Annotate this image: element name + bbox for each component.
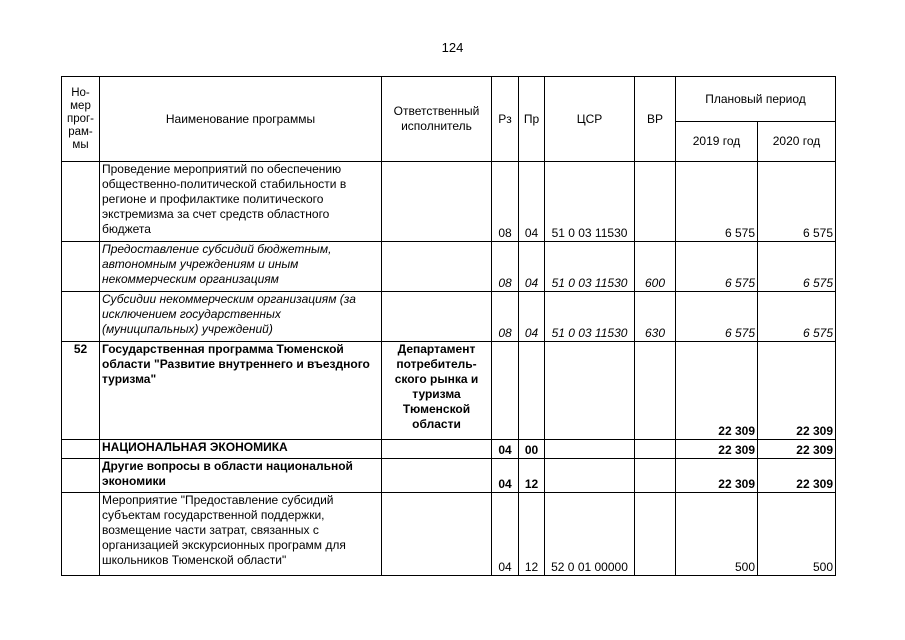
amount-2020-cell: 500 xyxy=(758,493,836,576)
program-name-cell: Проведение мероприятий по обеспечению общественно-политической стабильности в регионе и профилактике политического экстремизма за счет средств областного бюджета xyxy=(100,162,382,242)
vr-cell xyxy=(635,440,676,459)
table-row xyxy=(62,292,836,342)
header-year-2019: 2019 год xyxy=(676,122,758,162)
executor-cell xyxy=(382,440,492,459)
table-row xyxy=(62,162,836,242)
amount-2020-cell: 22 309 xyxy=(758,440,836,459)
executor-cell: Департамент потребитель-ского рынка и туризма Тюменской области xyxy=(382,342,492,440)
vr-cell xyxy=(635,459,676,493)
program-name-cell: Мероприятие "Предоставление субсидий субъектам государственной поддержки, возмещение части затрат, связанных с организацией экскурсионных программ для школьников Тюменской области" xyxy=(100,493,382,576)
rz-cell: 08 xyxy=(492,292,519,342)
amount-2020-cell: 22 309 xyxy=(758,459,836,493)
amount-2020-cell: 6 575 xyxy=(758,292,836,342)
rz-cell: 08 xyxy=(492,242,519,292)
program-number-cell xyxy=(62,459,100,493)
amount-2020-cell: 6 575 xyxy=(758,242,836,292)
pr-cell xyxy=(519,342,545,440)
pr-cell: 12 xyxy=(519,459,545,493)
executor-cell xyxy=(382,292,492,342)
header-program-number: Но- мер прог- рам- мы xyxy=(62,77,100,162)
table-row xyxy=(62,459,836,493)
program-name-cell: Предоставление субсидий бюджетным, автономным учреждениям и иным некоммерческим организациям xyxy=(100,242,382,292)
pr-cell: 04 xyxy=(519,162,545,242)
header-year-2020: 2020 год xyxy=(758,122,836,162)
csr-cell: 51 0 03 11530 xyxy=(545,242,635,292)
amount-2020-cell: 22 309 xyxy=(758,342,836,440)
program-name-cell: Другие вопросы в области национальной экономики xyxy=(100,459,382,493)
executor-cell xyxy=(382,493,492,576)
header-vr: ВР xyxy=(635,77,676,162)
amount-2019-cell: 500 xyxy=(676,493,758,576)
program-number-cell xyxy=(62,440,100,459)
vr-cell: 600 xyxy=(635,242,676,292)
table-row xyxy=(62,342,836,440)
table-row xyxy=(62,440,836,459)
executor-cell xyxy=(382,242,492,292)
header-planning-period: Плановый период xyxy=(676,77,836,122)
amount-2019-cell: 6 575 xyxy=(676,162,758,242)
program-number-cell xyxy=(62,162,100,242)
rz-cell: 04 xyxy=(492,493,519,576)
executor-cell xyxy=(382,459,492,493)
table-row xyxy=(62,242,836,292)
pr-cell: 04 xyxy=(519,242,545,292)
amount-2019-cell: 22 309 xyxy=(676,342,758,440)
page-number: 124 xyxy=(441,40,464,55)
rz-cell xyxy=(492,342,519,440)
rz-cell: 08 xyxy=(492,162,519,242)
program-name-cell: Государственная программа Тюменской области "Развитие внутреннего и въездного туризма" xyxy=(100,342,382,440)
program-name-cell: Субсидии некоммерческим организациям (за исключением государственных (муниципальных) учреждений) xyxy=(100,292,382,342)
csr-cell: 51 0 03 11530 xyxy=(545,162,635,242)
header-program-name: Наименование программы xyxy=(100,77,382,162)
pr-cell: 12 xyxy=(519,493,545,576)
vr-cell xyxy=(635,342,676,440)
rz-cell: 04 xyxy=(492,459,519,493)
program-number-cell xyxy=(62,242,100,292)
pr-cell: 04 xyxy=(519,292,545,342)
vr-cell xyxy=(635,493,676,576)
amount-2019-cell: 6 575 xyxy=(676,242,758,292)
header-rz: Рз xyxy=(492,77,519,162)
program-name-cell: НАЦИОНАЛЬНАЯ ЭКОНОМИКА xyxy=(100,440,382,459)
program-number-cell xyxy=(62,292,100,342)
vr-cell xyxy=(635,162,676,242)
csr-cell xyxy=(545,459,635,493)
table-row xyxy=(62,493,836,576)
executor-cell xyxy=(382,162,492,242)
header-executor: Ответственный исполнитель xyxy=(382,77,492,162)
amount-2019-cell: 22 309 xyxy=(676,440,758,459)
header-csr: ЦСР xyxy=(545,77,635,162)
program-number-cell xyxy=(62,493,100,576)
csr-cell xyxy=(545,440,635,459)
pr-cell: 00 xyxy=(519,440,545,459)
rz-cell: 04 xyxy=(492,440,519,459)
csr-cell xyxy=(545,342,635,440)
csr-cell: 51 0 03 11530 xyxy=(545,292,635,342)
vr-cell: 630 xyxy=(635,292,676,342)
budget-table xyxy=(61,76,836,576)
program-number-cell: 52 xyxy=(62,342,100,440)
header-pr: Пр xyxy=(519,77,545,162)
amount-2019-cell: 6 575 xyxy=(676,292,758,342)
amount-2020-cell: 6 575 xyxy=(758,162,836,242)
csr-cell: 52 0 01 00000 xyxy=(545,493,635,576)
amount-2019-cell: 22 309 xyxy=(676,459,758,493)
